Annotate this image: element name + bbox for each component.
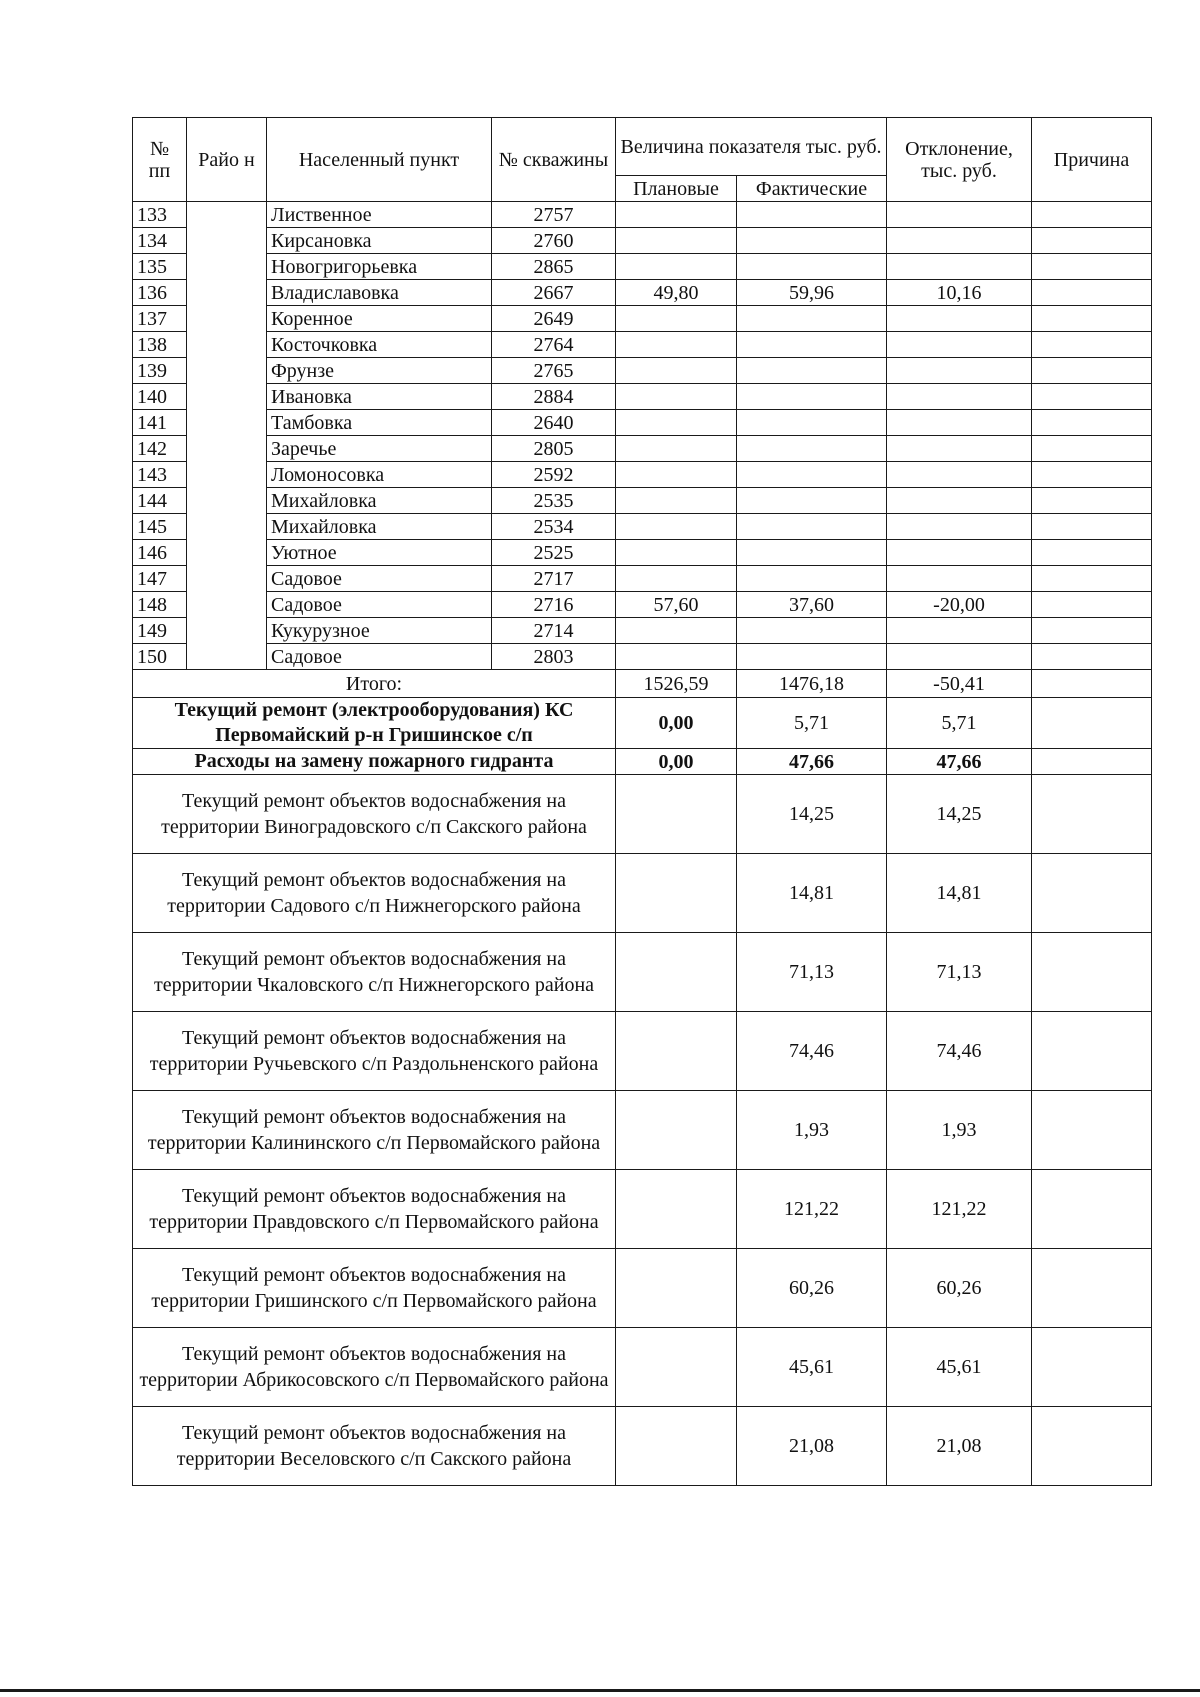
settlement-name: Коренное (267, 306, 492, 332)
table-row (133, 228, 1152, 254)
well-number: 2716 (492, 592, 616, 618)
planned-value (616, 332, 737, 358)
settlement-name: Садовое (267, 566, 492, 592)
reason-cell (1032, 254, 1152, 280)
settlement-name: Кукурузное (267, 618, 492, 644)
reason-cell (1032, 749, 1152, 775)
deviation-value (887, 462, 1032, 488)
header-settlement: Населенный пункт (267, 118, 492, 202)
deviation-value: 10,16 (887, 280, 1032, 306)
reason-cell (1032, 618, 1152, 644)
repair-deviation: 121,22 (887, 1170, 1032, 1249)
total-row (133, 670, 1152, 698)
table-row (133, 618, 1152, 644)
repair-actual: 14,81 (737, 854, 887, 933)
deviation-value (887, 384, 1032, 410)
deviation-value (887, 358, 1032, 384)
well-number: 2525 (492, 540, 616, 566)
deviation-value (887, 436, 1032, 462)
settlement-name: Уютное (267, 540, 492, 566)
table-row (133, 514, 1152, 540)
row-number: 135 (133, 254, 187, 280)
settlement-name: Михайловка (267, 488, 492, 514)
deviation-value (887, 410, 1032, 436)
table-row (133, 410, 1152, 436)
repair-planned (616, 1091, 737, 1170)
repair-deviation: 21,08 (887, 1407, 1032, 1486)
header-actual: Фактические (737, 176, 887, 202)
table-row (133, 202, 1152, 228)
settlement-name: Косточковка (267, 332, 492, 358)
reason-cell (1032, 1328, 1152, 1407)
well-number: 2805 (492, 436, 616, 462)
well-number: 2534 (492, 514, 616, 540)
repair-deviation: 1,93 (887, 1091, 1032, 1170)
planned-value (616, 358, 737, 384)
reason-cell (1032, 540, 1152, 566)
repair-row (133, 775, 1152, 854)
header-well: № скважины (492, 118, 616, 202)
table-body (133, 202, 1152, 1486)
expense-deviation: 47,66 (887, 749, 1032, 775)
table-row (133, 540, 1152, 566)
settlement-name: Тамбовка (267, 410, 492, 436)
deviation-value (887, 332, 1032, 358)
reason-cell (1032, 332, 1152, 358)
planned-value (616, 228, 737, 254)
repair-deviation: 45,61 (887, 1328, 1032, 1407)
row-number: 134 (133, 228, 187, 254)
actual-value (737, 488, 887, 514)
repair-planned (616, 854, 737, 933)
repair-deviation: 14,81 (887, 854, 1032, 933)
repair-planned (616, 1012, 737, 1091)
reason-cell (1032, 775, 1152, 854)
repair-actual: 74,46 (737, 1012, 887, 1091)
repair-description: Текущий ремонт объектов водоснабжения на территории Гришинского с/п Первомайского района (133, 1249, 616, 1328)
expense-table (132, 117, 1152, 1486)
repair-deviation: 14,25 (887, 775, 1032, 854)
deviation-value (887, 488, 1032, 514)
settlement-name: Заречье (267, 436, 492, 462)
total-actual: 1476,18 (737, 670, 887, 698)
well-number: 2535 (492, 488, 616, 514)
repair-actual: 71,13 (737, 933, 887, 1012)
planned-value (616, 384, 737, 410)
reason-cell (1032, 202, 1152, 228)
planned-value (616, 306, 737, 332)
row-number: 139 (133, 358, 187, 384)
table-row (133, 332, 1152, 358)
header-num: № пп (133, 118, 187, 202)
settlement-name: Садовое (267, 592, 492, 618)
planned-value: 49,80 (616, 280, 737, 306)
table-row (133, 280, 1152, 306)
reason-cell (1032, 1012, 1152, 1091)
well-number: 2884 (492, 384, 616, 410)
deviation-value (887, 618, 1032, 644)
planned-value (616, 410, 737, 436)
actual-value (737, 436, 887, 462)
planned-value (616, 566, 737, 592)
header-value-group: Величина показателя тыс. руб. (616, 118, 887, 176)
table-header (133, 118, 1152, 202)
deviation-value (887, 514, 1032, 540)
planned-value (616, 540, 737, 566)
district-cell (187, 202, 267, 670)
reason-cell (1032, 306, 1152, 332)
well-number: 2592 (492, 462, 616, 488)
repair-description: Текущий ремонт объектов водоснабжения на территории Калининского с/п Первомайского района (133, 1091, 616, 1170)
row-number: 148 (133, 592, 187, 618)
reason-cell (1032, 933, 1152, 1012)
repair-description: Текущий ремонт объектов водоснабжения на территории Чкаловского с/п Нижнегорского района (133, 933, 616, 1012)
repair-planned (616, 1328, 737, 1407)
row-number: 145 (133, 514, 187, 540)
expense-description: Текущий ремонт (электрооборудования) КС Первомайский р-н Гришинское с/п (133, 698, 616, 749)
reason-cell (1032, 410, 1152, 436)
total-label: Итого: (133, 670, 616, 698)
well-number: 2865 (492, 254, 616, 280)
expense-actual: 5,71 (737, 698, 887, 749)
actual-value: 59,96 (737, 280, 887, 306)
actual-value (737, 332, 887, 358)
repair-planned (616, 1407, 737, 1486)
reason-cell (1032, 1249, 1152, 1328)
well-number: 2803 (492, 644, 616, 670)
actual-value (737, 384, 887, 410)
repair-row (133, 1249, 1152, 1328)
repair-deviation: 74,46 (887, 1012, 1032, 1091)
row-number: 140 (133, 384, 187, 410)
repair-row (133, 1328, 1152, 1407)
reason-cell (1032, 514, 1152, 540)
well-number: 2764 (492, 332, 616, 358)
deviation-value (887, 228, 1032, 254)
well-number: 2760 (492, 228, 616, 254)
reason-cell (1032, 228, 1152, 254)
well-number: 2640 (492, 410, 616, 436)
reason-cell (1032, 644, 1152, 670)
planned-value (616, 644, 737, 670)
planned-value (616, 254, 737, 280)
page-bottom-rule (0, 1689, 1200, 1692)
repair-row (133, 854, 1152, 933)
reason-cell (1032, 436, 1152, 462)
table-row (133, 462, 1152, 488)
header-deviation: Отклонение, тыс. руб. (887, 118, 1032, 202)
actual-value (737, 462, 887, 488)
planned-value (616, 514, 737, 540)
table-row (133, 358, 1152, 384)
table-row (133, 566, 1152, 592)
actual-value (737, 566, 887, 592)
deviation-value (887, 202, 1032, 228)
header-district: Райо н (187, 118, 267, 202)
expense-description: Расходы на замену пожарного гидранта (133, 749, 616, 775)
actual-value (737, 410, 887, 436)
table-row (133, 644, 1152, 670)
actual-value (737, 358, 887, 384)
planned-value (616, 488, 737, 514)
settlement-name: Ивановка (267, 384, 492, 410)
repair-planned (616, 1170, 737, 1249)
reason-cell (1032, 488, 1152, 514)
reason-cell (1032, 592, 1152, 618)
actual-value (737, 202, 887, 228)
well-number: 2667 (492, 280, 616, 306)
well-number: 2714 (492, 618, 616, 644)
row-number: 149 (133, 618, 187, 644)
table-row (133, 488, 1152, 514)
repair-row (133, 1091, 1152, 1170)
settlement-name: Садовое (267, 644, 492, 670)
settlement-name: Владиславовка (267, 280, 492, 306)
table-row (133, 436, 1152, 462)
reason-cell (1032, 280, 1152, 306)
repair-actual: 60,26 (737, 1249, 887, 1328)
repair-description: Текущий ремонт объектов водоснабжения на территории Ручьевского с/п Раздольненского района (133, 1012, 616, 1091)
reason-cell (1032, 462, 1152, 488)
actual-value (737, 514, 887, 540)
repair-row (133, 1407, 1152, 1486)
reason-cell (1032, 670, 1152, 698)
repair-planned (616, 775, 737, 854)
planned-value (616, 618, 737, 644)
reason-cell (1032, 1091, 1152, 1170)
repair-description: Текущий ремонт объектов водоснабжения на территории Веселовского с/п Сакского района (133, 1407, 616, 1486)
table-row (133, 384, 1152, 410)
table-row (133, 254, 1152, 280)
actual-value (737, 228, 887, 254)
table-row (133, 306, 1152, 332)
repair-deviation: 71,13 (887, 933, 1032, 1012)
extra-expense-row (133, 698, 1152, 749)
settlement-name: Фрунзе (267, 358, 492, 384)
reason-cell (1032, 1407, 1152, 1486)
expense-planned: 0,00 (616, 698, 737, 749)
repair-row (133, 1012, 1152, 1091)
extra-expense-row (133, 749, 1152, 775)
repair-actual: 1,93 (737, 1091, 887, 1170)
total-planned: 1526,59 (616, 670, 737, 698)
header-planned: Плановые (616, 176, 737, 202)
repair-actual: 14,25 (737, 775, 887, 854)
expense-planned: 0,00 (616, 749, 737, 775)
well-number: 2765 (492, 358, 616, 384)
actual-value: 37,60 (737, 592, 887, 618)
repair-actual: 21,08 (737, 1407, 887, 1486)
repair-description: Текущий ремонт объектов водоснабжения на территории Правдовского с/п Первомайского района (133, 1170, 616, 1249)
actual-value (737, 540, 887, 566)
reason-cell (1032, 358, 1152, 384)
reason-cell (1032, 384, 1152, 410)
actual-value (737, 306, 887, 332)
repair-actual: 121,22 (737, 1170, 887, 1249)
repair-planned (616, 933, 737, 1012)
settlement-name: Новогригорьевка (267, 254, 492, 280)
repair-planned (616, 1249, 737, 1328)
row-number: 141 (133, 410, 187, 436)
deviation-value (887, 254, 1032, 280)
expense-actual: 47,66 (737, 749, 887, 775)
repair-description: Текущий ремонт объектов водоснабжения на территории Виноградовского с/п Сакского района (133, 775, 616, 854)
repair-description: Текущий ремонт объектов водоснабжения на территории Садового с/п Нижнегорского района (133, 854, 616, 933)
repair-row (133, 1170, 1152, 1249)
total-deviation: -50,41 (887, 670, 1032, 698)
reason-cell (1032, 698, 1152, 749)
settlement-name: Лиственное (267, 202, 492, 228)
row-number: 147 (133, 566, 187, 592)
deviation-value (887, 566, 1032, 592)
actual-value (737, 254, 887, 280)
table-row (133, 592, 1152, 618)
row-number: 137 (133, 306, 187, 332)
row-number: 146 (133, 540, 187, 566)
deviation-value: -20,00 (887, 592, 1032, 618)
row-number: 150 (133, 644, 187, 670)
reason-cell (1032, 566, 1152, 592)
row-number: 142 (133, 436, 187, 462)
row-number: 136 (133, 280, 187, 306)
settlement-name: Михайловка (267, 514, 492, 540)
deviation-value (887, 540, 1032, 566)
row-number: 144 (133, 488, 187, 514)
well-number: 2757 (492, 202, 616, 228)
header-reason: Причина (1032, 118, 1152, 202)
actual-value (737, 644, 887, 670)
well-number: 2649 (492, 306, 616, 332)
row-number: 138 (133, 332, 187, 358)
deviation-value (887, 306, 1032, 332)
expense-deviation: 5,71 (887, 698, 1032, 749)
row-number: 133 (133, 202, 187, 228)
actual-value (737, 618, 887, 644)
planned-value: 57,60 (616, 592, 737, 618)
planned-value (616, 202, 737, 228)
settlement-name: Ломоносовка (267, 462, 492, 488)
reason-cell (1032, 1170, 1152, 1249)
repair-row (133, 933, 1152, 1012)
repair-actual: 45,61 (737, 1328, 887, 1407)
planned-value (616, 436, 737, 462)
planned-value (616, 462, 737, 488)
well-number: 2717 (492, 566, 616, 592)
repair-description: Текущий ремонт объектов водоснабжения на территории Абрикосовского с/п Первомайского района (133, 1328, 616, 1407)
reason-cell (1032, 854, 1152, 933)
deviation-value (887, 644, 1032, 670)
settlement-name: Кирсановка (267, 228, 492, 254)
repair-deviation: 60,26 (887, 1249, 1032, 1328)
row-number: 143 (133, 462, 187, 488)
